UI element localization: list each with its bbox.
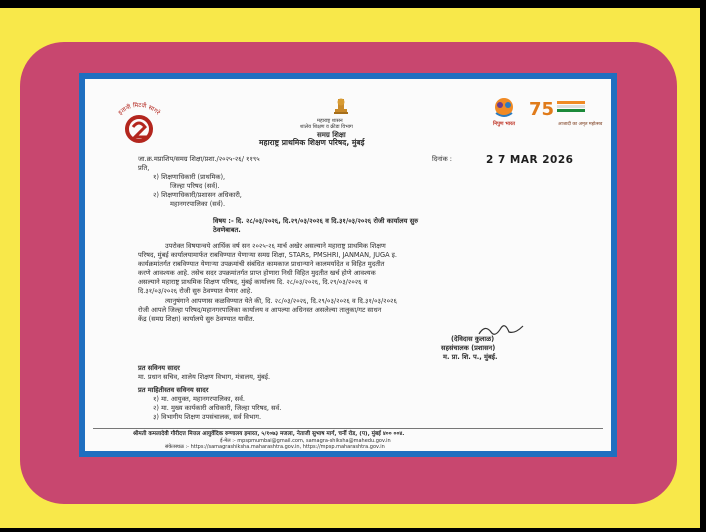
nipun-logo-text: निपुण भारत [493, 121, 515, 127]
recipient-2-line-1: २) शिक्षणाधिकारी/प्रशासन अधिकारी, [153, 191, 242, 199]
subject-line-1: विषय :- दि. २८/०३/२०२६, दि.२९/०३/२०२६ व दि.३१/०३/२०२६ रोजी कार्यालय सुरु [213, 217, 419, 225]
footer-address: श्रीमती कमलादेवी गौरीदत्त मित्तल आयुर्वेदिक रुग्णालय इमारत, ५/१०७३ मजला, नेताजी सुभाष मार्ग, चर्नी रोड, (प), मुंबई ४०० ००४. [133, 431, 405, 437]
council-name: महाराष्ट्र प्राथमिक शिक्षण परिषद, मुंबई [259, 138, 365, 147]
subject-line-2: ठेवणेबाबत. [213, 226, 241, 234]
nipun-bharat-logo-icon [487, 95, 521, 133]
body-paragraph-1-line-3: कार्यक्रमांतर्गत राबविण्यात येणाऱ्या उपक्रमांची संबंधित कामकाज प्राधान्याने कालमर्यादेत व विहित मुदतीत [138, 260, 385, 268]
footer-divider [93, 428, 603, 429]
body-paragraph-2-line-2: रोजी आपले जिल्हा परिषद/महानगरपालिका कार्यालय व आपल्या अधिनस्त असलेल्या तालुका/गट साधन [138, 306, 382, 314]
body-paragraph-2-line-3: केंद्र (समग्र शिक्षा) कार्यालये सुरु ठेवण्यात यावीत. [138, 315, 255, 323]
body-paragraph-1-line-6: दि.३१/०३/२०२६ रोजी सुरु ठेवण्यात येणार आहे. [138, 287, 253, 295]
education-logo-icon [107, 99, 171, 145]
scheme-name: समग्र शिक्षा [317, 131, 346, 139]
copy-info-heading: प्रत माहितीस्तव सविनय सादर [138, 386, 209, 394]
recipient-2-line-2: महानगरपालिका (सर्व). [170, 200, 226, 208]
date-label: दिनांक : [432, 155, 452, 163]
left-logo-text: इतानी मिटवी सागरे [116, 101, 162, 117]
recipient-1-line-2: जिल्हा परिषद (सर्व). [170, 182, 220, 190]
office-line-1: महाराष्ट्र शासन [317, 118, 343, 124]
office-line-2: शालेय शिक्षण व क्रीडा विभाग [300, 124, 353, 130]
body-paragraph-2-line-1: त्यानुषंगाने आपणास कळविण्यात येते की, दि. २८/०३/२०२६, दि.२९/०३/२०२६ व दि.३१/०३/२०२६ [165, 297, 397, 305]
azadi-logo-text: आजादी का अमृत महोत्सव [558, 122, 603, 127]
copy-submitted-heading: प्रत सविनय सादर [138, 364, 180, 372]
body-paragraph-1-line-2: परिषद, मुंबई कार्यालयामार्फत राबविण्यात येणाऱ्या समग्र शिक्षा, STARs, PMSHRI, JANMAN, JUGA इ. [138, 251, 398, 259]
state-emblem-icon [330, 97, 352, 117]
document-page [85, 79, 611, 451]
body-paragraph-1-line-1: उपरोक्त विषयान्वये आर्थिक वर्ष सन २०२५-२६ मार्च अखेर असल्याने महाराष्ट्र प्राथमिक शिक्षण [165, 242, 386, 250]
svg-text:इतानी मिटवी सागरे [117, 101, 162, 117]
copy-info-item-1: १) मा. आयुक्त, महानगरपालिका, सर्व. [153, 395, 246, 403]
footer-email: ई-मेल :- mpspmumbai@gmail.com, samagra-shiksha@mahedu.gov.in [220, 438, 391, 444]
signatory-name: (देविदास कुलाळ) [451, 335, 495, 343]
body-paragraph-1-line-4: करणे आवश्यक आहे. तसेच सदर उपक्रमांतर्गत प्राप्त होणारा निधी विहित मुदतीत खर्च होणे आवश्यक [138, 269, 376, 277]
copy-info-item-2: २) मा. मुख्य कार्यकारी अधिकारी, जिल्हा परिषद, सर्व. [153, 404, 282, 412]
signatory-office: म. प्रा. शि. प., मुंबई. [443, 353, 498, 361]
reference-number: जा.क्र.मप्राशिप/समग्र शिक्षा/प्रशा./२०२५-२६/ ११९५ [138, 155, 260, 163]
azadi-amrit-logo-icon [527, 95, 603, 133]
copy-info-item-3: ३) विभागीय शिक्षण उपसंचालक, सर्व विभाग. [153, 413, 262, 421]
recipient-1-line-1: १) शिक्षणाधिकारी (प्राथमिक), [153, 173, 226, 181]
body-paragraph-1-line-5: असल्याने महाराष्ट्र प्राथमिक शिक्षण परिषद, मुंबई कार्यालय दि. २८/०३/२०२६, दि.२९/०३/२०२६ व [138, 278, 368, 286]
prati-label: प्रति, [138, 164, 150, 172]
signatory-designation: सहसंचालक (प्रशासन) [441, 344, 496, 352]
svg-text:75: 75 [529, 99, 555, 120]
footer-website: संकेतस्थळ :- https://samagrashiksha.maharashtra.gov.in, https://mpsp.maharashtra.gov.in [165, 444, 385, 450]
date-stamp: 2 7 MAR 2026 [486, 154, 574, 166]
copy-submitted-item: मा. प्रधान सचिव, शालेय शिक्षण विभाग, मंत्रालय, मुंबई. [138, 373, 271, 381]
